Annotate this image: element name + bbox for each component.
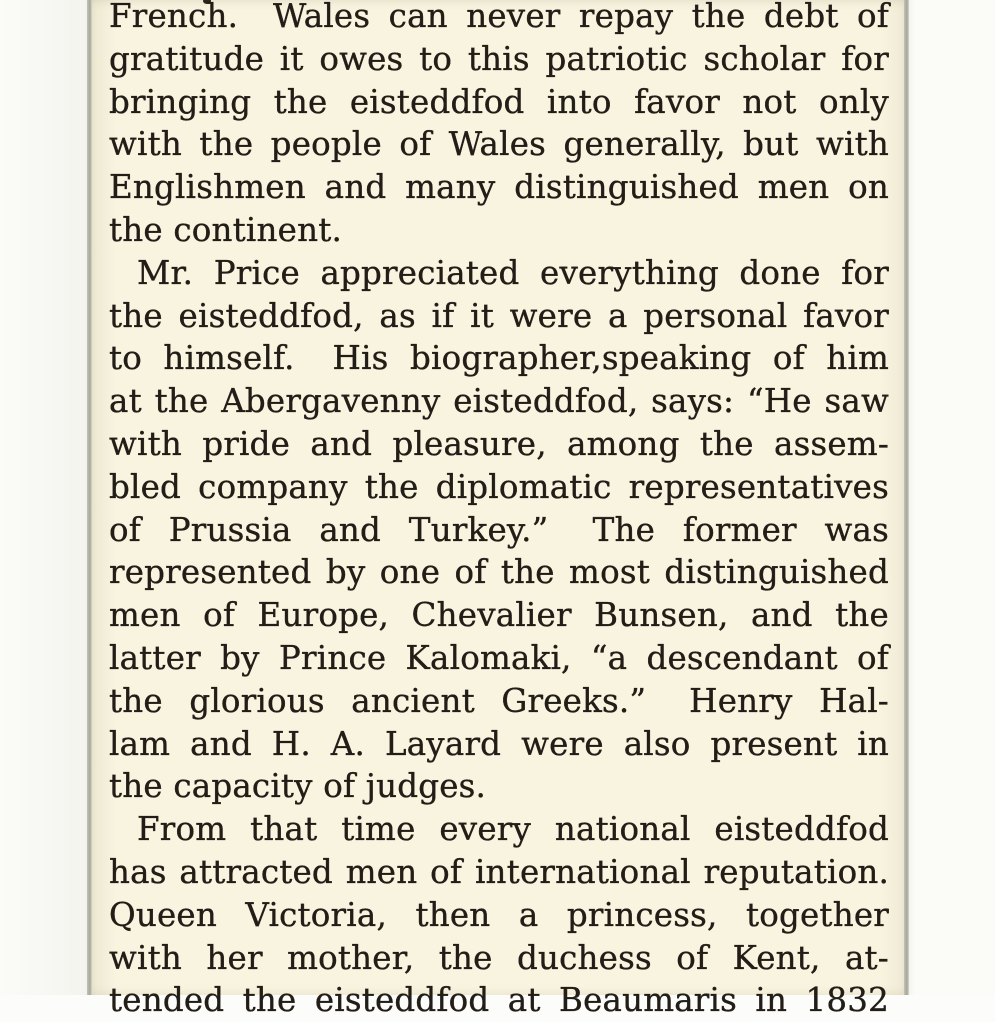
page-right-edge	[904, 0, 909, 995]
text-line-cut-off: tended the eisteddfod at Beaumaris in 1832	[109, 981, 889, 1020]
text-line: with the people of Wales generally, but with	[109, 125, 889, 164]
text-line: with pride and pleasure, among the assem-	[109, 424, 889, 463]
text-line: Mr. Price appreciated everything done for	[137, 253, 889, 292]
text-line: at the Abergavenny eisteddfod, says: “He saw	[109, 382, 889, 421]
text-line: the capacity of judges.	[109, 767, 487, 806]
text-line: Englishmen and many distinguished men on	[109, 168, 889, 207]
text-line: From that time every national eisteddfod	[137, 810, 889, 849]
text-line: of Prussia and Turkey.” The former was	[109, 510, 889, 549]
text-line: bringing the eisteddfod into favor not only	[109, 82, 889, 121]
text-line: latter by Prince Kalomaki, “a descendant of	[109, 638, 889, 677]
text-line: French. Wales can never repay the debt of	[109, 0, 889, 35]
text-line: with her mother, the duchess of Kent, at-	[109, 938, 889, 977]
page-text	[109, 0, 889, 1022]
text-line: represented by one of the most distinguished	[109, 553, 889, 592]
text-line: bled company the diplomatic representatives	[109, 467, 889, 506]
text-line: lam and H. A. Layard were also present in	[109, 724, 889, 763]
text-line: the glorious ancient Greeks.” Henry Hal-	[109, 681, 889, 720]
text-line: the eisteddfod, as if it were a personal favor	[109, 296, 889, 335]
text-line: men of Europe, Chevalier Bunsen, and the	[109, 596, 889, 635]
text-line: to himself. His biographer,speaking of him	[109, 339, 889, 378]
text-line: Queen Victoria, then a princess, together	[109, 895, 889, 934]
text-line: has attracted men of international reputation.	[109, 852, 889, 891]
book-page	[92, 0, 904, 1020]
text-line: the continent.	[109, 210, 342, 249]
text-line: gratitude it owes to this patriotic scholar for	[109, 39, 889, 78]
